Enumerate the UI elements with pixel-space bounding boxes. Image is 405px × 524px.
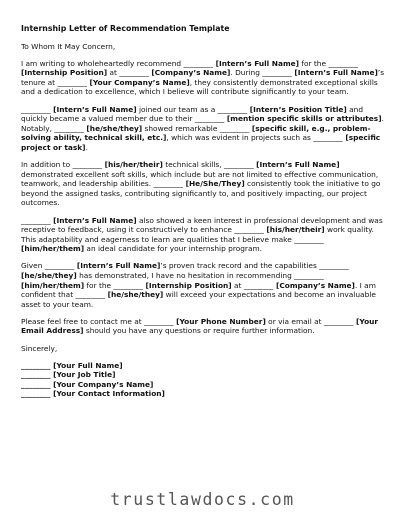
placeholder-field: [He/She/They] bbox=[183, 179, 245, 189]
paragraph-text: consistently took the initiative to go beyond the assigned tasks, contributing significantly to, and positively impacting, our project outcomes. bbox=[21, 179, 381, 208]
fill-in-blank: ________ bbox=[323, 316, 354, 326]
signature-job-title: ________ [Your Job Title] bbox=[21, 370, 116, 380]
paragraph-text: demonstrated excellent soft skills, which include but are not limited to effective communication, teamwork, and leadership abilities. bbox=[21, 169, 379, 189]
placeholder-field: [his/her/their] bbox=[263, 225, 325, 235]
paragraph-text: should you have any questions or require further information. bbox=[83, 326, 315, 336]
placeholder-field: [mention specific skills or attributes] bbox=[224, 114, 382, 124]
paragraph-text: will exceed your expectations and become an invaluable asset to your team. bbox=[21, 290, 376, 309]
placeholder-field: [he/she/they] bbox=[83, 123, 143, 133]
signature-block bbox=[21, 361, 389, 399]
fill-in-blank: ________ bbox=[294, 234, 324, 244]
fill-in-blank: ________ bbox=[313, 133, 343, 143]
signature-name: ________ [Your Full Name] bbox=[21, 360, 123, 370]
placeholder-field: [he/she/they] bbox=[105, 290, 164, 300]
fill-in-blank: ________ bbox=[57, 77, 87, 87]
placeholder-field: [him/her/them] bbox=[21, 244, 85, 254]
paragraph-text: for the bbox=[84, 280, 114, 290]
paragraph-text: technical skills, bbox=[162, 160, 224, 170]
paragraph-text: for the bbox=[299, 58, 329, 68]
placeholder-field: [Company’s Name] bbox=[148, 68, 231, 78]
paragraph-text: , which was evident in projects such as bbox=[166, 133, 314, 143]
fill-in-blank: ________ bbox=[153, 179, 184, 189]
fill-in-blank: ________ bbox=[217, 104, 248, 114]
fill-in-blank: ________ bbox=[194, 114, 225, 124]
paragraph-text: ’s tenure at bbox=[21, 68, 385, 87]
placeholder-field: [Your Company’s Name] bbox=[86, 77, 190, 87]
fill-in-blank: ________ bbox=[21, 104, 51, 114]
placeholder-field: [his/her/their] bbox=[102, 160, 163, 170]
closing: Sincerely, bbox=[21, 343, 58, 353]
paragraph-recommendation bbox=[21, 261, 389, 309]
placeholder-field: [Intern’s Full Name] bbox=[291, 68, 378, 78]
placeholder-field: [Your Email Address] bbox=[21, 316, 379, 336]
fill-in-blank: ________ bbox=[144, 316, 174, 326]
placeholder-field: [Internship Position] bbox=[142, 280, 232, 290]
paragraph-text: . I am confident that bbox=[21, 280, 376, 300]
placeholder-field: [specific skill, e.g., problem-solving ability, technical skill, etc.] bbox=[21, 123, 371, 143]
fill-in-blank: ________ bbox=[21, 215, 51, 225]
paragraph-text: showed remarkable bbox=[142, 123, 220, 133]
placeholder-field: [Intern’s Full Name] bbox=[213, 58, 300, 68]
placeholder-field: [Intern’s Full Name] bbox=[50, 215, 137, 225]
paragraph-text: I am writing to wholeheartedly recommend bbox=[21, 58, 184, 68]
signature-company: ________ [Your Company’s Name] bbox=[21, 379, 154, 389]
paragraph-contact bbox=[21, 317, 389, 336]
letter-document bbox=[21, 24, 389, 399]
paragraph-text: . Notably, bbox=[21, 114, 384, 133]
placeholder-field: [Internship Position] bbox=[21, 68, 108, 78]
paragraph-text: . During bbox=[230, 68, 263, 78]
fill-in-blank: ________ bbox=[328, 58, 358, 68]
paragraph-text: In addition to bbox=[21, 160, 73, 170]
fill-in-blank: ________ bbox=[262, 68, 292, 78]
fill-in-blank: ________ bbox=[234, 225, 264, 235]
placeholder-field: [Intern’s Full Name] bbox=[74, 261, 161, 271]
paragraph-text: , they consistently demonstrated exceptional skills and a dedication to excellence, which I believe will contribute significantly to your team. bbox=[21, 77, 378, 97]
paragraph-text: at bbox=[231, 280, 244, 290]
paragraph-text: has demonstrated, I have no hesitation in recommending bbox=[76, 270, 295, 280]
paragraph-text: ’s proven track record and the capabilities bbox=[160, 261, 320, 271]
fill-in-blank: ________ bbox=[44, 261, 75, 271]
placeholder-field: [Intern’s Full Name] bbox=[253, 160, 340, 170]
fill-in-blank: ________ bbox=[219, 123, 250, 133]
paragraph-text: . bbox=[85, 142, 88, 152]
salutation: To Whom It May Concern, bbox=[21, 41, 116, 51]
paragraph-text: Please feel free to contact me at bbox=[21, 316, 144, 326]
placeholder-field: [he/she/they] bbox=[21, 270, 77, 280]
fill-in-blank: ________ bbox=[243, 280, 274, 290]
fill-in-blank: ________ bbox=[113, 280, 143, 290]
paragraph-development bbox=[21, 216, 389, 254]
fill-in-blank: ________ bbox=[54, 123, 84, 133]
site-watermark: trustlawdocs.com bbox=[110, 490, 295, 509]
paragraph-text: work quality. This adaptability and eagerness to learn are qualities that I believe make bbox=[21, 225, 374, 244]
fill-in-blank: ________ bbox=[294, 270, 324, 280]
paragraph-text: at bbox=[107, 68, 120, 78]
paragraph-role bbox=[21, 105, 389, 153]
placeholder-field: [Intern’s Position Title] bbox=[247, 104, 347, 114]
fill-in-blank: ________ bbox=[183, 58, 213, 68]
paragraph-text: an ideal candidate for your internship program. bbox=[84, 244, 263, 254]
placeholder-field: [Intern’s Full Name] bbox=[50, 104, 137, 114]
placeholder-field: [Your Phone Number] bbox=[173, 316, 266, 326]
paragraph-text: also showed a keen interest in professional development and was receptive to feedback, using it constructively to enhance bbox=[21, 215, 383, 235]
paragraph-intro bbox=[21, 59, 389, 97]
fill-in-blank: ________ bbox=[119, 68, 149, 78]
paragraph-text: or via email at bbox=[265, 316, 324, 326]
paragraph-text: Given bbox=[21, 261, 45, 271]
fill-in-blank: ________ bbox=[223, 160, 254, 170]
fill-in-blank: ________ bbox=[72, 160, 103, 170]
fill-in-blank: ________ bbox=[75, 290, 106, 300]
placeholder-field: [him/her/them] bbox=[21, 280, 85, 290]
placeholder-field: [Company’s Name] bbox=[273, 280, 355, 290]
paragraph-text: and quickly became a valued member due to their bbox=[21, 104, 364, 124]
paragraph-text: joined our team as a bbox=[136, 104, 218, 114]
signature-contact: ________ [Your Contact Information] bbox=[21, 389, 165, 399]
placeholder-field: [specific project or task] bbox=[21, 133, 381, 152]
document-title: Internship Letter of Recommendation Template bbox=[21, 24, 230, 33]
paragraph-skills bbox=[21, 160, 389, 208]
fill-in-blank: ________ bbox=[319, 261, 349, 271]
